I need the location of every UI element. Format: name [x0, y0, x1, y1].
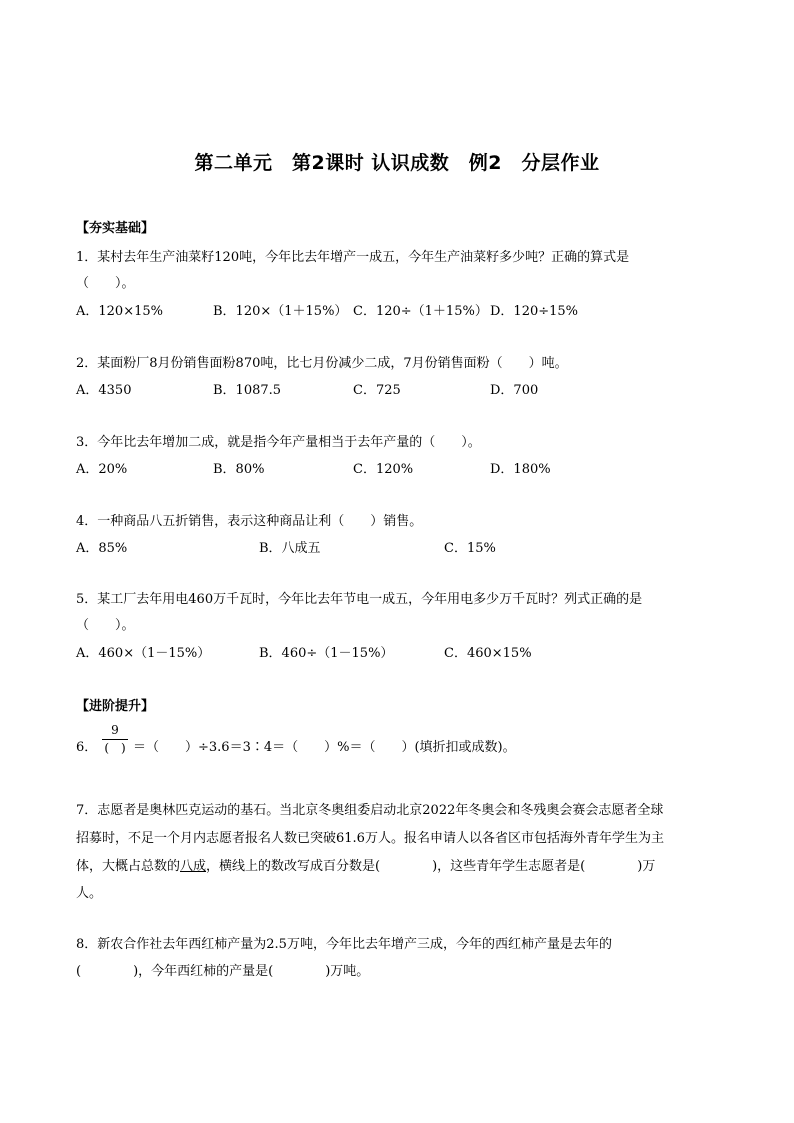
- question-2-option-c[interactable]: C．725: [353, 383, 401, 398]
- question-7-underlined-term: 八成: [180, 859, 207, 874]
- question-7-line-3-end: ，横线上的数改写成百分数是( )，这些青年学生志愿者是( )万: [206, 859, 656, 874]
- question-7-line-3-start: 体，大概占总数的: [76, 859, 181, 874]
- question-7-line-3: [76, 855, 655, 874]
- section-advanced-heading: 【进阶提升】: [76, 699, 155, 714]
- question-7-line-2: 招募时，不足一个月内志愿者报名人数已突破61.6万人。报名申请人以各省区市包括海外青年学生为主: [76, 831, 664, 846]
- question-5-blank: （ ）。: [76, 618, 135, 633]
- question-5-option-a[interactable]: A．460×（1－15%）: [76, 646, 211, 661]
- question-2-text: 2．某面粉厂8月份销售面粉870吨，比七月份减少二成，7月份销售面粉（ ）吨。: [76, 356, 568, 371]
- question-4-text: 4．一种商品八五折销售，表示这种商品让利（ ）销售。: [76, 514, 423, 529]
- question-1-option-c[interactable]: C．120÷（1＋15%）: [353, 304, 488, 319]
- question-5-option-c[interactable]: C．460×15%: [444, 646, 532, 661]
- question-4-option-a[interactable]: A．85%: [76, 541, 128, 556]
- section-basic-heading: 【夯实基础】: [76, 221, 155, 236]
- question-3-option-c[interactable]: C．120%: [353, 462, 414, 477]
- question-1-blank: （ ）。: [76, 276, 135, 291]
- question-6-fraction: [102, 723, 128, 756]
- question-1-text: 1．某村去年生产油菜籽120吨，今年比去年增产一成五，今年生产油菜籽多少吨？正确的算式是: [76, 250, 630, 265]
- question-3-option-d[interactable]: D．180%: [490, 462, 551, 477]
- question-1-option-d[interactable]: D．120÷15%: [490, 304, 579, 319]
- fraction-bar: [102, 739, 128, 740]
- question-5-text: 5．某工厂去年用电460万千瓦时，今年比去年节电一成五，今年用电多少万千瓦时？列式正确的是: [76, 592, 643, 607]
- question-2-option-d[interactable]: D．700: [490, 383, 539, 398]
- page-title: 第二单元 第2课时 认识成数 例2 分层作业: [194, 152, 600, 174]
- question-1-option-a[interactable]: A．120×15%: [76, 304, 163, 319]
- question-4-option-c[interactable]: C．15%: [444, 541, 496, 556]
- question-3-text: 3．今年比去年增加二成，就是指今年产量相当于去年产量的（ ）。: [76, 435, 481, 450]
- question-8-line-2: ( )，今年西红柿的产量是( )万吨。: [76, 964, 370, 979]
- question-4-option-b[interactable]: B．八成五: [259, 541, 321, 556]
- question-1-option-b[interactable]: B．120×（1＋15%）: [213, 304, 348, 319]
- question-6-number: 6．: [76, 740, 98, 755]
- question-5-option-b[interactable]: B．460÷（1－15%）: [259, 646, 394, 661]
- question-3-option-a[interactable]: A．20%: [76, 462, 128, 477]
- fraction-numerator: 9: [111, 723, 119, 737]
- fraction-denominator-blank[interactable]: ( ): [104, 741, 126, 755]
- question-2-option-a[interactable]: A．4350: [76, 383, 132, 398]
- question-2-option-b[interactable]: B．1087.5: [213, 383, 282, 398]
- question-3-option-b[interactable]: B．80%: [213, 462, 265, 477]
- question-8-line-1: 8．新农合作社去年西红柿产量为2.5万吨，今年比去年增产三成，今年的西红柿产量是去年的: [76, 937, 612, 952]
- question-6-text: ＝（ ）÷3.6＝3∶4＝（ ）%＝（ ）(填折扣或成数)。: [133, 740, 516, 755]
- question-7-line-4: 人。: [76, 886, 103, 901]
- question-7-line-1: 7．志愿者是奥林匹克运动的基石。当北京冬奥组委启动北京2022年冬奥会和冬残奥会赛会志愿者全球: [76, 803, 664, 818]
